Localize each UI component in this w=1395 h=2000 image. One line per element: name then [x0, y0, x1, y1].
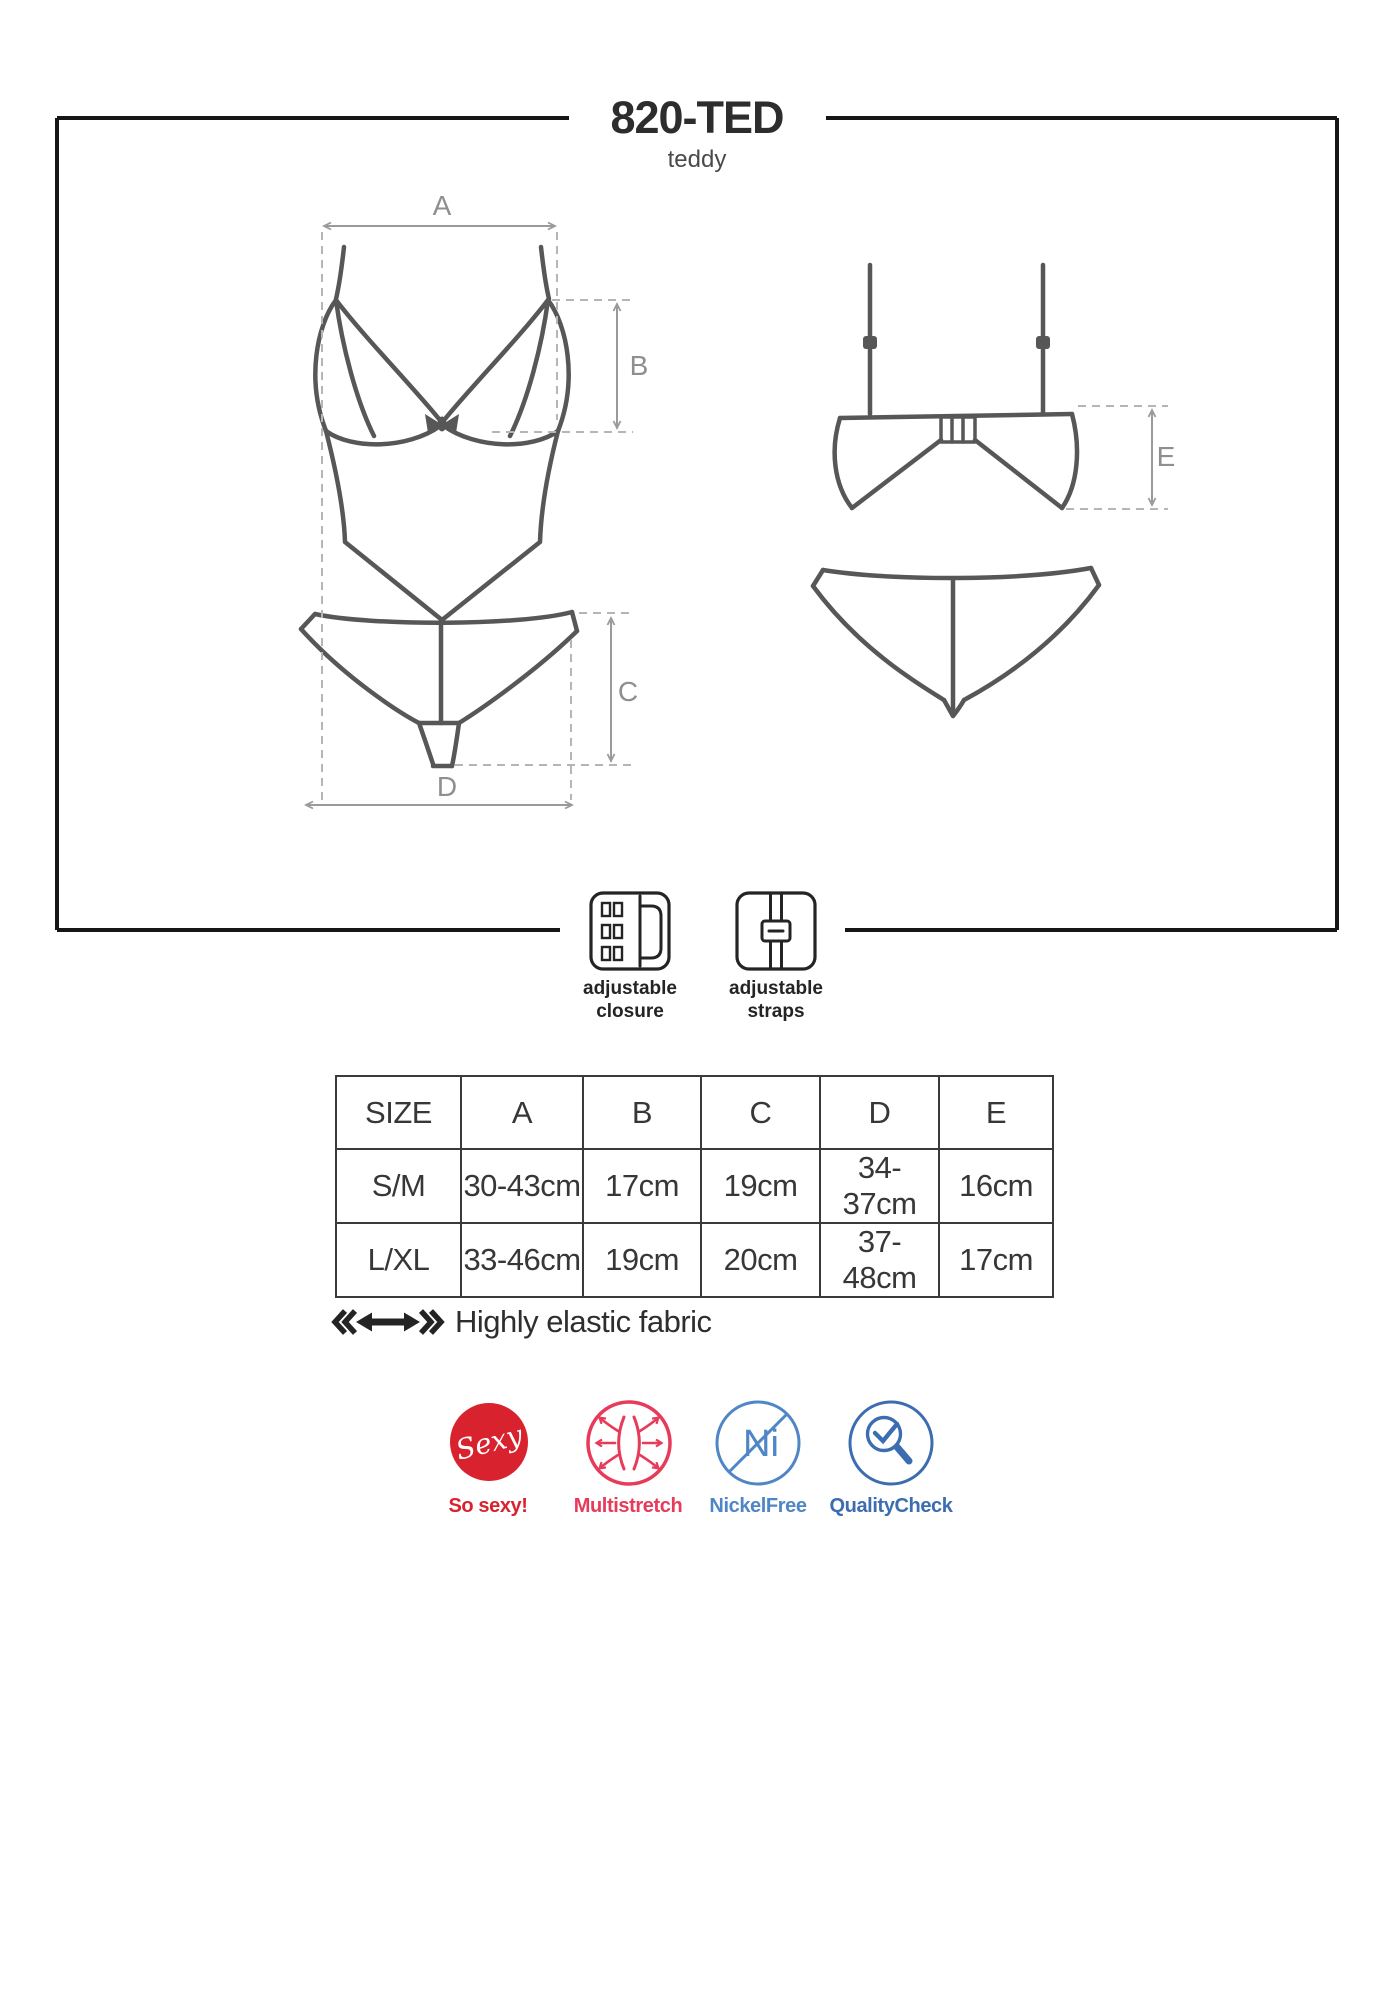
feature-closure-line1: adjustable	[583, 978, 677, 999]
table-cell: 19cm	[583, 1223, 701, 1297]
table-cell: 16cm	[939, 1149, 1053, 1223]
table-cell: 19cm	[701, 1149, 820, 1223]
feature-straps-line1: adjustable	[729, 978, 823, 999]
elastic-fabric-icon	[335, 1311, 441, 1333]
strap-slider-icon	[737, 893, 815, 969]
table-header-d: D	[820, 1076, 939, 1149]
page-title: 820-TED	[610, 92, 784, 143]
multistretch-icon	[588, 1402, 670, 1484]
sexy-badge-icon	[450, 1403, 528, 1481]
hook-closure-icon	[591, 893, 669, 969]
table-cell: 33-46cm	[461, 1223, 583, 1297]
feature-caption-closure	[550, 977, 710, 1023]
page-subtitle: teddy	[667, 146, 727, 173]
bow-detail	[425, 414, 459, 433]
feature-straps-line2: straps	[747, 1001, 805, 1022]
table-header-c: C	[701, 1076, 820, 1149]
size-table-row-lxl	[336, 1223, 1053, 1297]
table-cell: 20cm	[701, 1223, 820, 1297]
table-header-e: E	[939, 1076, 1053, 1149]
feature-closure-line2: closure	[596, 1001, 664, 1022]
fabric-note-text: Highly elastic fabric	[455, 1304, 712, 1339]
table-cell: 34-37cm	[820, 1149, 939, 1223]
front-view-drawing	[301, 247, 577, 766]
table-cell: 37-48cm	[820, 1223, 939, 1297]
dimension-label-a: A	[432, 190, 452, 221]
table-cell: 30-43cm	[461, 1149, 583, 1223]
badge-label-qualitycheck: QualityCheck	[829, 1495, 953, 1517]
table-cell-size: L/XL	[336, 1223, 461, 1297]
dimension-label-e: E	[1156, 441, 1176, 472]
back-view-drawing	[813, 265, 1099, 716]
dimension-label-b: B	[629, 350, 649, 381]
table-header-b: B	[583, 1076, 701, 1149]
table-header-size: SIZE	[336, 1076, 461, 1149]
nickelfree-icon	[717, 1402, 799, 1484]
feature-caption-straps	[696, 977, 856, 1023]
dimension-label-d: D	[436, 771, 458, 802]
dimension-lines-back	[1066, 406, 1168, 509]
badge-label-nickelfree: NickelFree	[709, 1495, 807, 1517]
size-table-header-row	[336, 1076, 1053, 1149]
dimension-label-c: C	[617, 676, 639, 707]
qualitycheck-icon	[850, 1402, 932, 1484]
table-cell: 17cm	[939, 1223, 1053, 1297]
badge-label-multistretch: Multistretch	[573, 1495, 683, 1517]
size-table-row-sm	[336, 1149, 1053, 1223]
table-cell-size: S/M	[336, 1149, 461, 1223]
size-table	[335, 1075, 1054, 1298]
sexy-badge-text: Sexy	[452, 1418, 526, 1467]
table-header-a: A	[461, 1076, 583, 1149]
nickelfree-symbol-text: Ni	[743, 1423, 779, 1465]
diagram-frame-border	[57, 118, 1337, 930]
table-cell: 17cm	[583, 1149, 701, 1223]
badge-label-so-sexy: So sexy!	[448, 1495, 528, 1517]
